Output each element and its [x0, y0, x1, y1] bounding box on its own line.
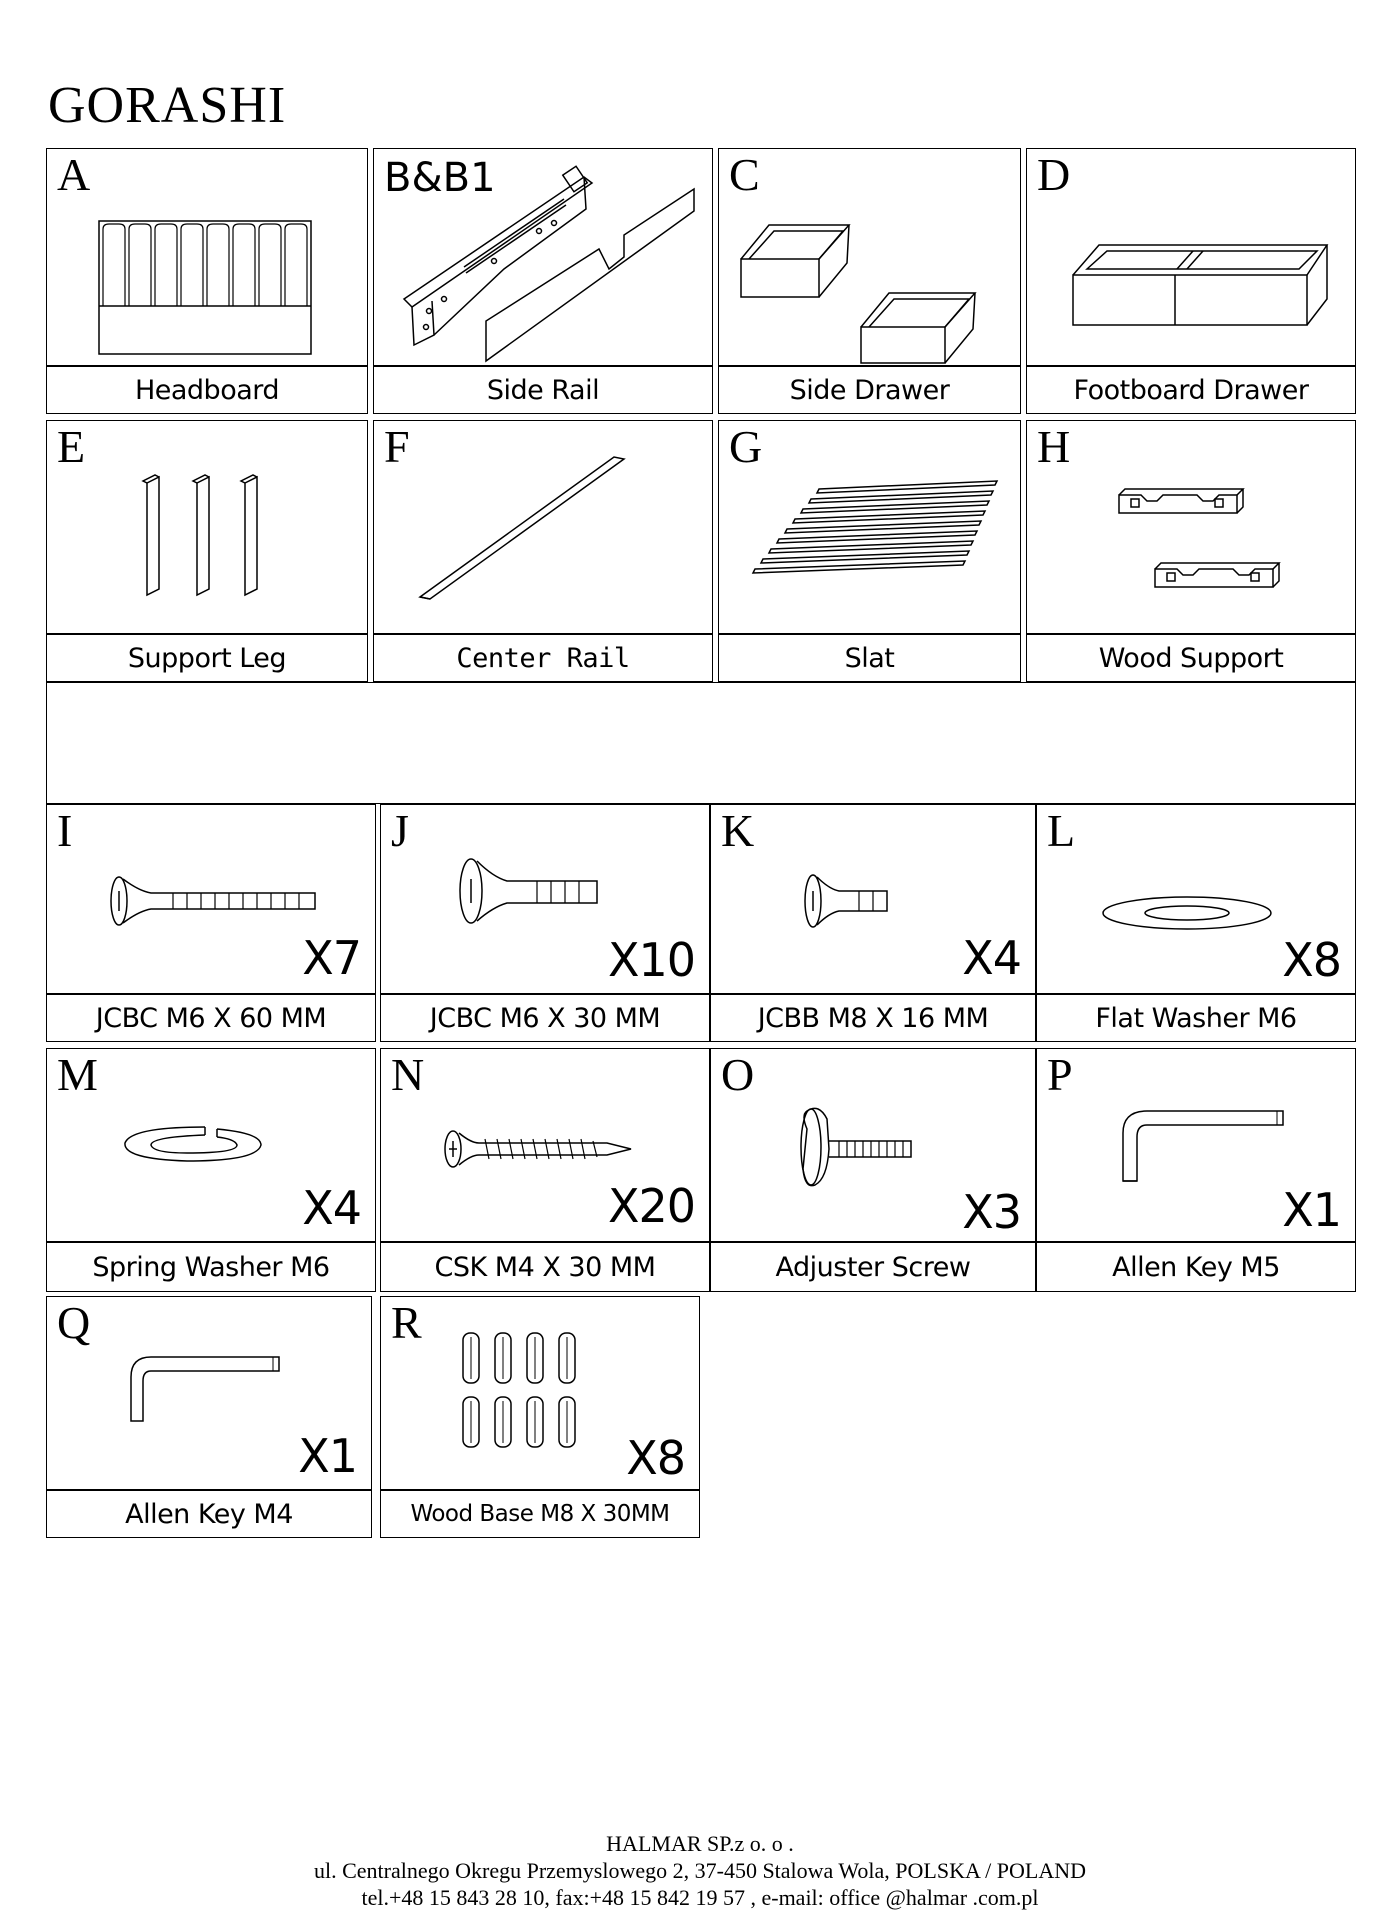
- part-label-o: Adjuster Screw: [710, 1242, 1036, 1292]
- quantity-o: X3: [962, 1185, 1021, 1239]
- part-label-e: Support Leg: [46, 634, 368, 682]
- footboard-drawer-drawing: [1027, 149, 1357, 367]
- part-cell-j: [380, 804, 710, 994]
- part-letter-p: P: [1047, 1049, 1073, 1100]
- wood-support-drawing: [1027, 421, 1357, 635]
- part-cell-f: [373, 420, 713, 634]
- part-label-h: Wood Support: [1026, 634, 1356, 682]
- company-name: HALMAR SP.z o. o .: [606, 1831, 794, 1856]
- part-letter-g: G: [729, 421, 763, 472]
- part-cell-b: [373, 148, 713, 366]
- part-letter-f: F: [384, 421, 410, 472]
- part-letter-e: E: [57, 421, 86, 472]
- part-label-k: JCBB M8 X 16 MM: [710, 994, 1036, 1042]
- side-drawer-drawing: [719, 149, 1022, 367]
- part-label-m: Spring Washer M6: [46, 1242, 376, 1292]
- part-cell-n: [380, 1048, 710, 1242]
- support-leg-drawing: [47, 421, 369, 635]
- quantity-l: X8: [1282, 933, 1341, 987]
- part-label-b: Side Rail: [373, 366, 713, 414]
- part-cell-c: [718, 148, 1021, 366]
- part-cell-r: [380, 1296, 700, 1490]
- part-label-a: Headboard: [46, 366, 368, 414]
- part-cell-k: [710, 804, 1036, 994]
- part-label-f: Center Rail: [373, 634, 713, 682]
- part-letter-m: M: [57, 1049, 98, 1100]
- part-letter-i: I: [57, 805, 73, 856]
- part-letter-q: Q: [57, 1297, 91, 1348]
- part-cell-q: [46, 1296, 372, 1490]
- empty-section: [46, 682, 1356, 804]
- part-label-r: Wood Base M8 X 30MM: [380, 1490, 700, 1538]
- part-letter-d: D: [1037, 149, 1071, 200]
- part-label-i: JCBC M6 X 60 MM: [46, 994, 376, 1042]
- company-address: ul. Centralnego Okregu Przemyslowego 2, 37-450 Stalowa Wola, POLSKA / POLAND: [313, 1858, 1087, 1883]
- part-label-p: Allen Key M5: [1036, 1242, 1356, 1292]
- part-cell-h: [1026, 420, 1356, 634]
- part-label-g: Slat: [718, 634, 1021, 682]
- quantity-j: X10: [607, 933, 695, 987]
- company-contact: tel.+48 15 843 28 10, fax:+48 15 842 19 57 , e-mail: office @halmar .com.pl: [361, 1885, 1039, 1910]
- slat-drawing: [719, 421, 1022, 635]
- company-footer: [0, 1830, 1400, 1911]
- part-label-l: Flat Washer M6: [1036, 994, 1356, 1042]
- part-letter-n: N: [391, 1049, 425, 1100]
- part-cell-d: [1026, 148, 1356, 366]
- headboard-drawing: [47, 149, 369, 367]
- quantity-k: X4: [962, 931, 1021, 985]
- part-label-c: Side Drawer: [718, 366, 1021, 414]
- part-label-q: Allen Key M4: [46, 1490, 372, 1538]
- quantity-r: X8: [626, 1431, 685, 1485]
- quantity-p: X1: [1282, 1183, 1341, 1237]
- side-rail-drawing: [374, 149, 714, 367]
- document-title: GORASHI: [48, 77, 287, 134]
- part-letter-j: J: [391, 805, 409, 856]
- part-letter-r: R: [391, 1297, 422, 1348]
- part-letter-k: K: [721, 805, 755, 856]
- quantity-n: X20: [607, 1179, 695, 1233]
- part-cell-m: [46, 1048, 376, 1242]
- part-cell-a: [46, 148, 368, 366]
- part-cell-e: [46, 420, 368, 634]
- part-cell-i: [46, 804, 376, 994]
- part-cell-p: [1036, 1048, 1356, 1242]
- part-letter-o: O: [721, 1049, 755, 1100]
- quantity-i: X7: [302, 931, 361, 985]
- part-cell-o: [710, 1048, 1036, 1242]
- part-label-n: CSK M4 X 30 MM: [380, 1242, 710, 1292]
- center-rail-drawing: [374, 421, 714, 635]
- part-label-j: JCBC M6 X 30 MM: [380, 994, 710, 1042]
- part-cell-l: [1036, 804, 1356, 994]
- quantity-q: X1: [298, 1429, 357, 1483]
- part-label-d: Footboard Drawer: [1026, 366, 1356, 414]
- quantity-m: X4: [302, 1181, 361, 1235]
- part-letter-a: A: [57, 149, 91, 200]
- part-letter-h: H: [1037, 421, 1071, 472]
- part-cell-g: [718, 420, 1021, 634]
- part-letter-l: L: [1047, 805, 1076, 856]
- part-letter-c: C: [729, 149, 760, 200]
- part-letter-b: B&B1: [384, 155, 496, 201]
